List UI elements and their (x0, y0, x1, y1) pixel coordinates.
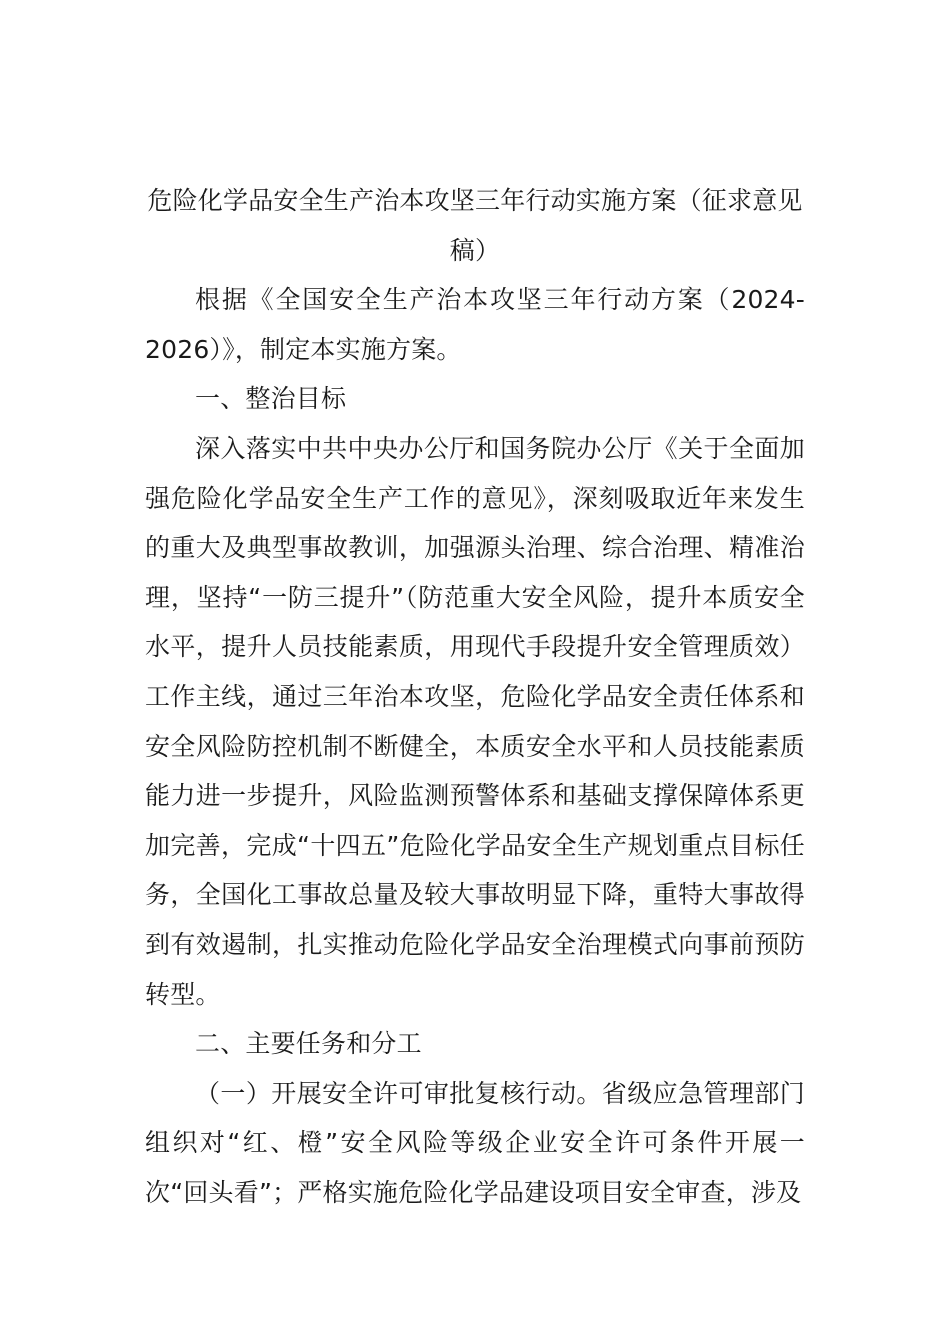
paragraph-task-1: （一）开展安全许可审批复核行动。省级应急管理部门组织对“红、橙”安全风险等级企业安全许可条件开展一次“回头看”；严格实施危险化学品建设项目安全审查，涉及 (145, 1078, 805, 1207)
section-heading-goals: 一、整治目标 (195, 384, 347, 414)
section-heading-tasks: 二、主要任务和分工 (195, 1029, 422, 1059)
paragraph-goals: 深入落实中共中央办公厅和国务院办公厅《关于全面加强危险化学品安全生产工作的意见》，深刻吸取近年来发生的重大及典型事故教训，加强源头治理、综合治理、精准治理，坚持“一防三提升”（防范重大安全风险，提升本质安全水平，提升人员技能素质，用现代手段提升安全管理质效）工作主线，通过三年治本攻坚，危险化学品安全责任体系和安全风险防控机制不断健全，本质安全水平和人员技能素质能力进一步提升，风险监测预警体系和基础支撑保障体系更加完善，完成“十四五”危险化学品安全生产规划重点目标任务，全国化工事故总量及较大事故明显下降，重特大事故得到有效遏制，扎实推动危险化学品安全治理模式向事前预防转型。 (145, 433, 805, 1009)
document-page (145, 176, 805, 1217)
paragraph-intro: 根据《全国安全生产治本攻坚三年行动方案（2024-2026）》，制定本实施方案。 (145, 285, 805, 364)
document-title: 危险化学品安全生产治本攻坚三年行动实施方案（征求意见稿） (147, 186, 803, 265)
